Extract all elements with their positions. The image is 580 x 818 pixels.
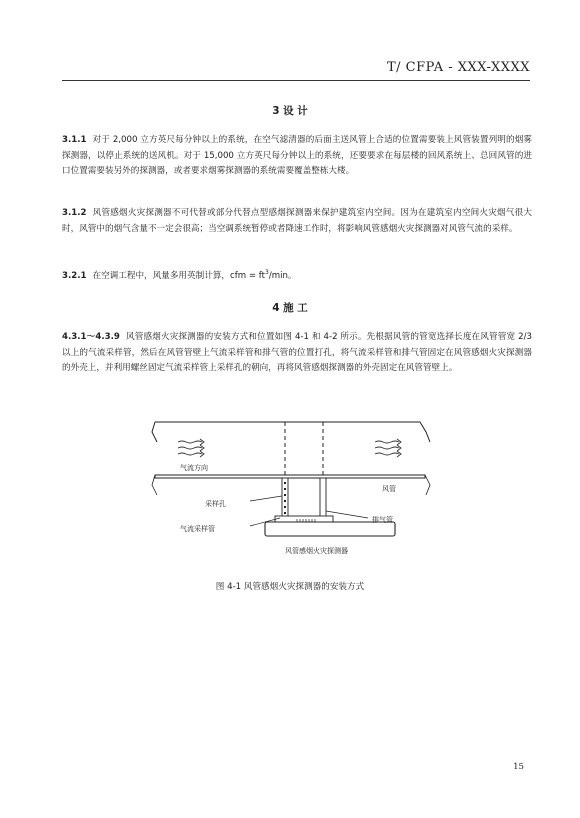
paragraph-3-2-1 [62,265,532,284]
clause-number: 3.1.2 [62,208,87,218]
duct-top-wall [155,422,430,442]
duct-left-break [152,422,157,442]
sampling-tube-label: 气流采样管 [180,525,215,533]
duct-right-break-lower [425,475,430,495]
standard-code: T/ CFPA - XXX-XXXX [387,60,530,75]
duct-bottom-wall [155,475,425,478]
detector-label: 风管感烟火灾探测器 [285,547,348,555]
section-3-title: 3 设 计 [272,105,308,117]
clause-text: 风管感烟火灾探测器的安装方式和位置如图 4-1 和 4-2 所示。先根据风管的管宽选择长度在风管管宽 2/3 以上的气流采样管，然后在风管管壁上气流采样管和排气管的位置打孔，将气流采样管和排气管固定在风管感烟火灾探测器的外壳上，并利用螺丝固定气流采样管上采样孔的朝向，再将风管感烟探测器的外壳固定在风管管壁上。 [62,332,532,373]
figure-caption: 图 4-1 风管感烟火灾探测器的安装方式 [215,582,365,592]
airflow-arrows-right [375,439,401,457]
figure-4-1 [150,418,440,563]
sampling-hole-leader [250,496,282,501]
detector-vents [297,519,315,522]
sampling-hole-label: 采样孔 [205,500,226,508]
paragraph-3-1-2 [62,206,532,237]
airflow-direction-label: 气流方向 [180,464,208,472]
paragraph-3-1-1 [62,133,532,180]
section-4-title: 4 施 工 [272,302,308,314]
detector-mount-plate [275,516,333,522]
clause-number: 3.1.1 [62,135,87,145]
exhaust-tube-label: 排气管 [372,516,393,524]
duct-detector-diagram [150,418,440,563]
clause-text: 在空调工程中，风量多用英制计算，cfm = ft [92,270,265,281]
clause-text: 风管感烟火灾探测器不可代替或部分代替点型感烟探测器来保护建筑室内空间。因为在建筑室内空间火灾烟气很大时，风管中的烟气含量不一定会很高；当空调系统暂停或者降速工作时，将影响风管感烟火灾探测器对风管气流的采样。 [62,208,532,234]
clause-number: 3.2.1 [62,270,87,281]
header-divider [62,80,530,81]
detector-housing [265,522,395,536]
duct-label: 风管 [382,485,396,493]
clause-text-end: /min。 [268,270,297,281]
exhaust-tube [320,478,326,522]
clause-number: 4.3.1～4.3.9 [62,332,120,342]
superscript: 3 [265,269,269,276]
paragraph-4-3-1 [62,330,532,377]
page-number: 15 [513,762,524,772]
airflow-arrows-left [178,439,204,457]
clause-text: 对于 2,000 立方英尺每分钟以上的系统，在空气滤清器的后面主送风管上合适的位置需要装上风管装置列明的烟雾探测器，以停止系统的送风机。对于 15,000 立方英尺每分钟以上的系统，还要要求在每层楼的回风系统上、总回风管的进口位置需要装另外的探测器，或者要求烟雾探测器的系统需要覆盖整栋大楼。 [62,135,532,176]
